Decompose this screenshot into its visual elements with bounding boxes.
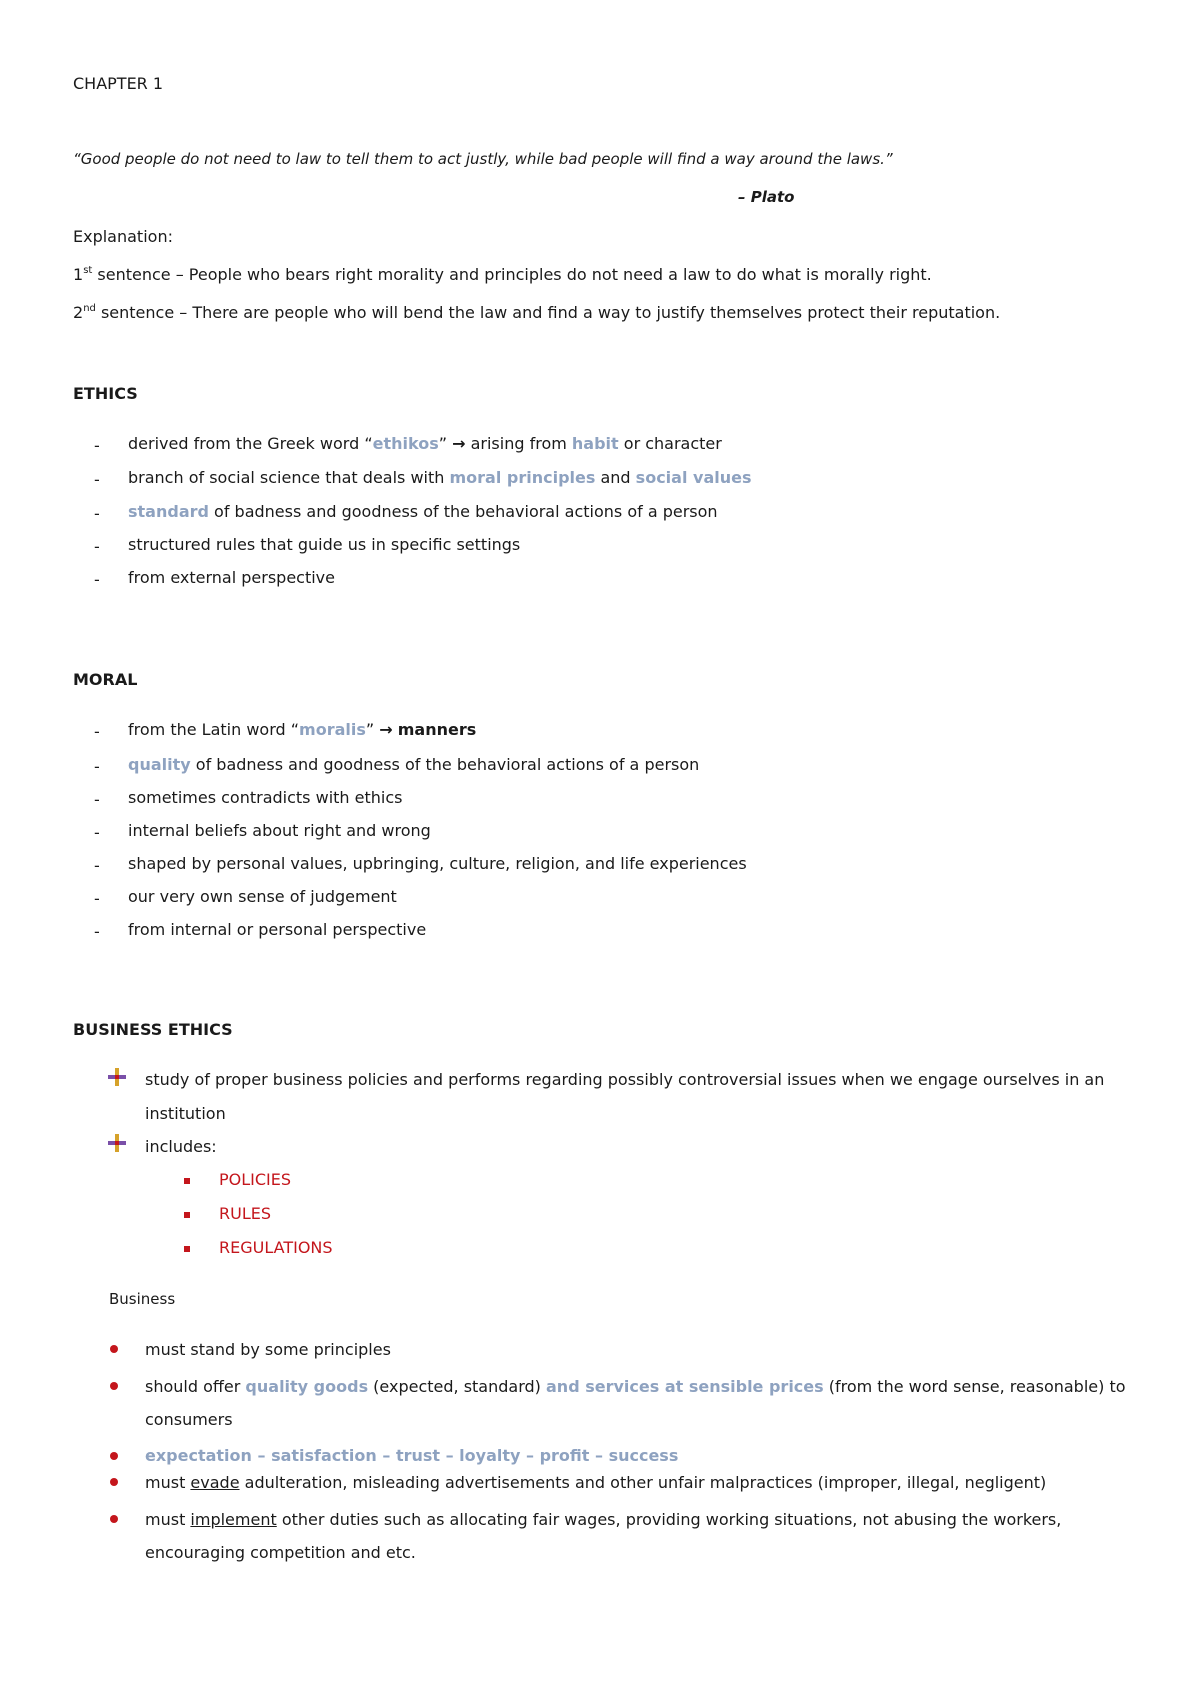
quote-text: “Good people do not need to law to tell them to act justly, while bad people will find a way around the laws.” bbox=[73, 150, 893, 168]
business-item-1: must stand by some principles bbox=[145, 1340, 391, 1359]
moral-item-2: quality of badness and goodness of the behavioral actions of a person bbox=[128, 755, 700, 774]
dash-marker: - bbox=[94, 504, 100, 523]
dash-marker: - bbox=[94, 436, 100, 455]
sub-item-regulations: REGULATIONS bbox=[219, 1238, 333, 1257]
sub-item-rules: RULES bbox=[219, 1204, 272, 1223]
moral-item-1: from the Latin word “moralis” → manners bbox=[128, 720, 477, 739]
moral-item-5: shaped by personal values, upbringing, culture, religion, and life experiences bbox=[128, 854, 747, 873]
business-item-2-cont: consumers bbox=[145, 1410, 233, 1429]
square-bullet-icon bbox=[184, 1246, 190, 1252]
dash-marker: - bbox=[94, 856, 100, 875]
dash-marker: - bbox=[94, 570, 100, 589]
moral-item-3: sometimes contradicts with ethics bbox=[128, 788, 403, 807]
moral-item-4: internal beliefs about right and wrong bbox=[128, 821, 431, 840]
bullet-dot-icon bbox=[110, 1345, 118, 1353]
business-ethics-point-2: includes: bbox=[145, 1137, 217, 1156]
plus-bullet-icon bbox=[108, 1068, 126, 1086]
arrow-right-icon: → bbox=[379, 720, 393, 739]
dash-marker: - bbox=[94, 889, 100, 908]
chapter-title: CHAPTER 1 bbox=[73, 74, 164, 93]
business-item-5: must implement other duties such as allocating fair wages, providing working situations, not abusing the workers, bbox=[145, 1510, 1062, 1529]
sub-item-policies: POLICIES bbox=[219, 1170, 292, 1189]
quote-author: – Plato bbox=[738, 188, 795, 206]
dash-marker: - bbox=[94, 823, 100, 842]
ethics-item-5: from external perspective bbox=[128, 568, 335, 587]
business-item-2: should offer quality goods (expected, standard) and services at sensible prices (from the word sense, reasonable) to bbox=[145, 1377, 1126, 1396]
moral-heading: MORAL bbox=[73, 670, 138, 689]
business-ethics-point-1: study of proper business policies and performs regarding possibly controversial issues when we engage ourselves in an bbox=[145, 1070, 1105, 1089]
plus-bullet-icon bbox=[108, 1134, 126, 1152]
dash-marker: - bbox=[94, 722, 100, 741]
dash-marker: - bbox=[94, 790, 100, 809]
dash-marker: - bbox=[94, 922, 100, 941]
ethics-item-1: derived from the Greek word “ethikos” → arising from habit or character bbox=[128, 434, 722, 453]
dash-marker: - bbox=[94, 470, 100, 489]
bullet-dot-icon bbox=[110, 1452, 118, 1460]
bullet-dot-icon bbox=[110, 1382, 118, 1390]
business-ethics-heading: BUSINESS ETHICS bbox=[73, 1020, 233, 1039]
square-bullet-icon bbox=[184, 1178, 190, 1184]
moral-item-7: from internal or personal perspective bbox=[128, 920, 427, 939]
ethics-item-4: structured rules that guide us in specific settings bbox=[128, 535, 521, 554]
bullet-dot-icon bbox=[110, 1515, 118, 1523]
business-ethics-point-1-cont: institution bbox=[145, 1104, 226, 1123]
bullet-dot-icon bbox=[110, 1478, 118, 1486]
arrow-right-icon: → bbox=[452, 434, 466, 453]
business-item-5-cont: encouraging competition and etc. bbox=[145, 1543, 416, 1562]
ethics-item-3: standard of badness and goodness of the behavioral actions of a person bbox=[128, 502, 718, 521]
dash-marker: - bbox=[94, 537, 100, 556]
ethics-heading: ETHICS bbox=[73, 384, 138, 403]
explanation-line-1: 1st sentence – People who bears right morality and principles do not need a law to do what is morally right. bbox=[73, 264, 932, 284]
dash-marker: - bbox=[94, 757, 100, 776]
explanation-label: Explanation: bbox=[73, 227, 173, 246]
explanation-line-2: 2nd sentence – There are people who will bend the law and find a way to justify themselves protect their reputation. bbox=[73, 302, 1001, 322]
business-item-4: must evade adulteration, misleading advertisements and other unfair malpractices (improper, illegal, negligent) bbox=[145, 1473, 1047, 1492]
business-item-3: expectation – satisfaction – trust – loyalty – profit – success bbox=[145, 1446, 679, 1465]
business-label: Business bbox=[109, 1290, 176, 1308]
square-bullet-icon bbox=[184, 1212, 190, 1218]
ethics-item-2: branch of social science that deals with moral principles and social values bbox=[128, 468, 752, 487]
moral-item-6: our very own sense of judgement bbox=[128, 887, 397, 906]
